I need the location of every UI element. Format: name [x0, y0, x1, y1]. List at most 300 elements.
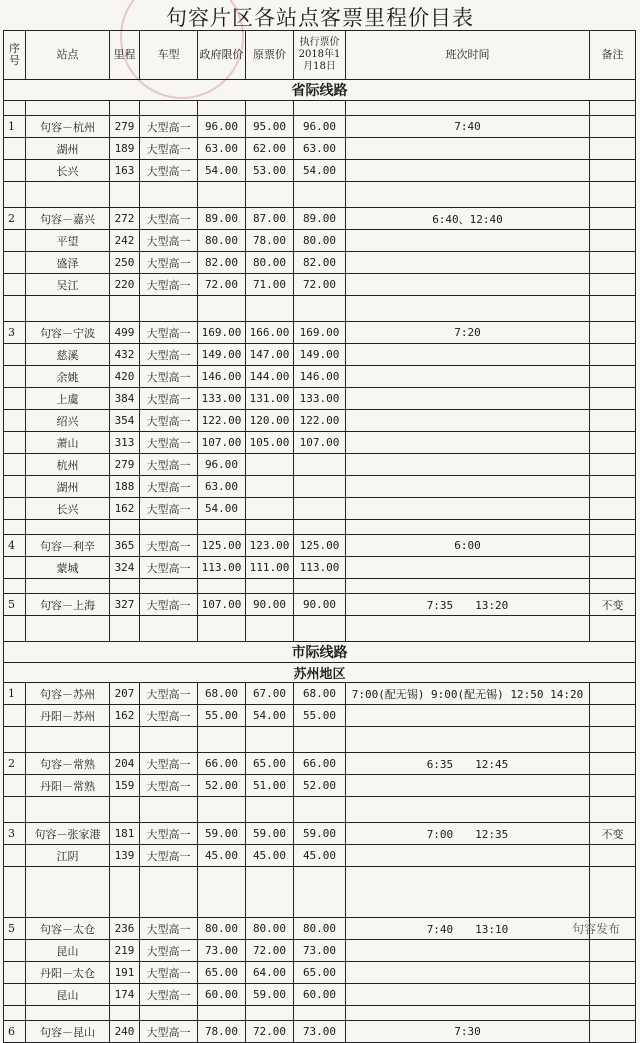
spacer-cell	[346, 797, 590, 823]
spacer-row	[4, 182, 636, 208]
distance-cell: 188	[110, 476, 140, 498]
vehicle-cell: 大型高一	[140, 1021, 198, 1043]
seq-cell	[4, 410, 26, 432]
spacer-cell	[346, 1006, 590, 1021]
schedule-cell	[346, 138, 590, 160]
gov-price-cell: 60.00	[198, 984, 246, 1006]
remark-cell	[590, 230, 636, 252]
table-row	[4, 160, 636, 182]
seq-cell	[4, 845, 26, 867]
orig-price-cell: 166.00	[246, 322, 294, 344]
spacer-cell	[346, 727, 590, 753]
spacer-cell	[294, 616, 346, 642]
gov-price-cell: 133.00	[198, 388, 246, 410]
spacer-cell	[294, 797, 346, 823]
seq-cell: 1	[4, 683, 26, 705]
seq-cell: 6	[4, 1021, 26, 1043]
exec-price-cell: 63.00	[294, 138, 346, 160]
orig-price-cell: 64.00	[246, 962, 294, 984]
spacer-cell	[246, 296, 294, 322]
spacer-cell	[110, 520, 140, 535]
table-row	[4, 322, 636, 344]
gov-price-cell: 52.00	[198, 775, 246, 797]
orig-price-cell: 80.00	[246, 252, 294, 274]
distance-cell: 240	[110, 1021, 140, 1043]
spacer-cell	[140, 579, 198, 594]
spacer-row	[4, 296, 636, 322]
spacer-cell	[198, 296, 246, 322]
distance-cell: 313	[110, 432, 140, 454]
table-row	[4, 845, 636, 867]
station-cell: 句容－苏州	[26, 683, 110, 705]
gov-price-cell: 66.00	[198, 753, 246, 775]
spacer-row	[4, 867, 636, 918]
seq-cell	[4, 432, 26, 454]
spacer-cell	[198, 797, 246, 823]
table-row	[4, 252, 636, 274]
table-row	[4, 498, 636, 520]
vehicle-cell: 大型高一	[140, 454, 198, 476]
gov-price-cell: 82.00	[198, 252, 246, 274]
spacer-cell	[26, 1006, 110, 1021]
remark-cell	[590, 845, 636, 867]
spacer-cell	[4, 579, 26, 594]
station-cell: 句容－昆山	[26, 1021, 110, 1043]
exec-price-cell: 80.00	[294, 230, 346, 252]
table-row	[4, 775, 636, 797]
orig-price-cell: 71.00	[246, 274, 294, 296]
table-row	[4, 410, 636, 432]
exec-price-cell: 90.00	[294, 594, 346, 616]
gov-price-cell: 122.00	[198, 410, 246, 432]
schedule-cell	[346, 160, 590, 182]
header-distance: 里程	[110, 31, 140, 80]
remark-cell	[590, 366, 636, 388]
gov-price-cell: 89.00	[198, 208, 246, 230]
remark-cell: 不变	[590, 594, 636, 616]
table-row	[4, 208, 636, 230]
seq-cell: 2	[4, 208, 26, 230]
spacer-cell	[346, 520, 590, 535]
exec-price-cell: 80.00	[294, 918, 346, 940]
seq-cell: 2	[4, 753, 26, 775]
seq-cell: 3	[4, 322, 26, 344]
schedule-cell	[346, 432, 590, 454]
vehicle-cell: 大型高一	[140, 984, 198, 1006]
remark-cell	[590, 432, 636, 454]
exec-price-cell: 89.00	[294, 208, 346, 230]
schedule-cell: 7:40	[346, 116, 590, 138]
spacer-row	[4, 1006, 636, 1021]
orig-price-cell: 111.00	[246, 557, 294, 579]
seq-cell	[4, 476, 26, 498]
remark-cell	[590, 252, 636, 274]
spacer-cell	[246, 1006, 294, 1021]
schedule-cell	[346, 410, 590, 432]
seq-cell: 4	[4, 535, 26, 557]
seq-cell	[4, 705, 26, 727]
spacer-cell	[246, 867, 294, 918]
orig-price-cell: 90.00	[246, 594, 294, 616]
orig-price-cell: 147.00	[246, 344, 294, 366]
distance-cell: 279	[110, 454, 140, 476]
spacer-row	[4, 579, 636, 594]
seq-cell	[4, 274, 26, 296]
schedule-cell	[346, 705, 590, 727]
spacer-cell	[26, 727, 110, 753]
remark-cell	[590, 208, 636, 230]
seq-cell	[4, 557, 26, 579]
schedule-cell	[346, 454, 590, 476]
orig-price-cell: 80.00	[246, 918, 294, 940]
station-cell: 丹阳－常熟	[26, 775, 110, 797]
orig-price-cell: 54.00	[246, 705, 294, 727]
orig-price-cell: 59.00	[246, 823, 294, 845]
station-cell: 慈溪	[26, 344, 110, 366]
spacer-cell	[198, 520, 246, 535]
orig-price-cell	[246, 498, 294, 520]
spacer-cell	[140, 182, 198, 208]
vehicle-cell: 大型高一	[140, 410, 198, 432]
gov-price-cell: 96.00	[198, 116, 246, 138]
orig-price-cell	[246, 454, 294, 476]
distance-cell: 242	[110, 230, 140, 252]
exec-price-cell: 73.00	[294, 1021, 346, 1043]
spacer-cell	[590, 1006, 636, 1021]
spacer-cell	[590, 616, 636, 642]
schedule-cell	[346, 984, 590, 1006]
table-row	[4, 940, 636, 962]
remark-cell	[590, 476, 636, 498]
remark-cell	[590, 138, 636, 160]
exec-price-cell: 133.00	[294, 388, 346, 410]
gov-price-cell: 68.00	[198, 683, 246, 705]
fare-table	[3, 30, 636, 1043]
distance-cell: 174	[110, 984, 140, 1006]
orig-price-cell: 51.00	[246, 775, 294, 797]
distance-cell: 272	[110, 208, 140, 230]
distance-cell: 189	[110, 138, 140, 160]
header-vehicle: 车型	[140, 31, 198, 80]
spacer-cell	[590, 182, 636, 208]
spacer-cell	[4, 616, 26, 642]
orig-price-cell: 53.00	[246, 160, 294, 182]
schedule-cell	[346, 940, 590, 962]
spacer-cell	[110, 182, 140, 208]
seq-cell	[4, 388, 26, 410]
spacer-cell	[4, 1006, 26, 1021]
section-intercity-row	[4, 642, 636, 663]
spacer-cell	[110, 101, 140, 116]
gov-price-cell: 96.00	[198, 454, 246, 476]
remark-cell	[590, 775, 636, 797]
spacer-row	[4, 797, 636, 823]
spacer-cell	[140, 867, 198, 918]
header-row	[4, 31, 636, 80]
exec-price-cell: 149.00	[294, 344, 346, 366]
spacer-cell	[294, 101, 346, 116]
header-gov-price: 政府限价	[198, 31, 246, 80]
orig-price-cell: 78.00	[246, 230, 294, 252]
station-cell: 句容－宁波	[26, 322, 110, 344]
station-cell: 昆山	[26, 984, 110, 1006]
spacer-cell	[294, 867, 346, 918]
vehicle-cell: 大型高一	[140, 498, 198, 520]
exec-price-cell: 59.00	[294, 823, 346, 845]
schedule-cell: 7:00 12:35	[346, 823, 590, 845]
table-row	[4, 984, 636, 1006]
orig-price-cell: 131.00	[246, 388, 294, 410]
spacer-cell	[110, 616, 140, 642]
vehicle-cell: 大型高一	[140, 274, 198, 296]
exec-price-cell: 72.00	[294, 274, 346, 296]
gov-price-cell: 78.00	[198, 1021, 246, 1043]
gov-price-cell: 73.00	[198, 940, 246, 962]
gov-price-cell: 113.00	[198, 557, 246, 579]
station-cell: 江阴	[26, 845, 110, 867]
spacer-cell	[590, 520, 636, 535]
vehicle-cell: 大型高一	[140, 230, 198, 252]
schedule-cell	[346, 388, 590, 410]
exec-price-cell: 73.00	[294, 940, 346, 962]
table-row	[4, 962, 636, 984]
distance-cell: 204	[110, 753, 140, 775]
distance-cell: 219	[110, 940, 140, 962]
seq-cell	[4, 366, 26, 388]
table-body	[4, 80, 636, 1043]
spacer-cell	[346, 296, 590, 322]
table-row	[4, 823, 636, 845]
vehicle-cell: 大型高一	[140, 535, 198, 557]
schedule-cell	[346, 476, 590, 498]
spacer-cell	[4, 296, 26, 322]
schedule-cell: 7:20	[346, 322, 590, 344]
seq-cell	[4, 230, 26, 252]
remark-cell	[590, 498, 636, 520]
orig-price-cell: 120.00	[246, 410, 294, 432]
distance-cell: 162	[110, 705, 140, 727]
spacer-cell	[140, 797, 198, 823]
gov-price-cell: 63.00	[198, 476, 246, 498]
orig-price-cell: 45.00	[246, 845, 294, 867]
spacer-cell	[26, 867, 110, 918]
table-row	[4, 1021, 636, 1043]
spacer-cell	[110, 797, 140, 823]
spacer-cell	[246, 727, 294, 753]
spacer-cell	[140, 616, 198, 642]
vehicle-cell: 大型高一	[140, 918, 198, 940]
distance-cell: 384	[110, 388, 140, 410]
seq-cell	[4, 775, 26, 797]
station-cell: 湖州	[26, 476, 110, 498]
exec-price-cell: 107.00	[294, 432, 346, 454]
vehicle-cell: 大型高一	[140, 138, 198, 160]
vehicle-cell: 大型高一	[140, 823, 198, 845]
spacer-cell	[110, 1006, 140, 1021]
spacer-cell	[198, 1006, 246, 1021]
table-row	[4, 918, 636, 940]
exec-price-cell: 66.00	[294, 753, 346, 775]
orig-price-cell: 144.00	[246, 366, 294, 388]
exec-price-cell: 113.00	[294, 557, 346, 579]
seq-cell: 5	[4, 594, 26, 616]
spacer-cell	[294, 579, 346, 594]
table-row	[4, 705, 636, 727]
distance-cell: 181	[110, 823, 140, 845]
table-row	[4, 476, 636, 498]
table-row	[4, 594, 636, 616]
station-cell: 句容－常熟	[26, 753, 110, 775]
gov-price-cell: 80.00	[198, 918, 246, 940]
gov-price-cell: 63.00	[198, 138, 246, 160]
spacer-row	[4, 727, 636, 753]
spacer-cell	[4, 182, 26, 208]
exec-price-cell: 125.00	[294, 535, 346, 557]
spacer-cell	[4, 101, 26, 116]
remark-cell	[590, 322, 636, 344]
gov-price-cell: 59.00	[198, 823, 246, 845]
remark-cell	[590, 753, 636, 775]
distance-cell: 499	[110, 322, 140, 344]
gov-price-cell: 45.00	[198, 845, 246, 867]
station-cell: 句容－张家港	[26, 823, 110, 845]
table-row	[4, 274, 636, 296]
schedule-cell	[346, 344, 590, 366]
table-row	[4, 366, 636, 388]
spacer-row	[4, 520, 636, 535]
orig-price-cell: 123.00	[246, 535, 294, 557]
exec-price-cell	[294, 454, 346, 476]
schedule-cell: 6:00	[346, 535, 590, 557]
station-cell: 昆山	[26, 940, 110, 962]
vehicle-cell: 大型高一	[140, 344, 198, 366]
exec-price-cell	[294, 498, 346, 520]
station-cell: 盛泽	[26, 252, 110, 274]
remark-cell: 不变	[590, 823, 636, 845]
station-cell: 余姚	[26, 366, 110, 388]
gov-price-cell: 80.00	[198, 230, 246, 252]
gov-price-cell: 125.00	[198, 535, 246, 557]
gov-price-cell: 55.00	[198, 705, 246, 727]
orig-price-cell: 105.00	[246, 432, 294, 454]
spacer-cell	[110, 296, 140, 322]
spacer-cell	[4, 867, 26, 918]
remark-cell	[590, 274, 636, 296]
gov-price-cell: 72.00	[198, 274, 246, 296]
orig-price-cell: 95.00	[246, 116, 294, 138]
spacer-cell	[198, 182, 246, 208]
distance-cell: 163	[110, 160, 140, 182]
header-station: 站点	[26, 31, 110, 80]
seq-cell: 1	[4, 116, 26, 138]
remark-cell	[590, 705, 636, 727]
gov-price-cell: 65.00	[198, 962, 246, 984]
table-row	[4, 230, 636, 252]
spacer-cell	[4, 727, 26, 753]
vehicle-cell: 大型高一	[140, 476, 198, 498]
spacer-cell	[140, 727, 198, 753]
seq-cell	[4, 940, 26, 962]
orig-price-cell	[246, 476, 294, 498]
spacer-cell	[346, 101, 590, 116]
schedule-cell	[346, 498, 590, 520]
spacer-cell	[140, 101, 198, 116]
vehicle-cell: 大型高一	[140, 753, 198, 775]
remark-cell	[590, 535, 636, 557]
vehicle-cell: 大型高一	[140, 208, 198, 230]
exec-price-cell: 45.00	[294, 845, 346, 867]
seq-cell	[4, 498, 26, 520]
seq-cell: 5	[4, 918, 26, 940]
seq-cell	[4, 962, 26, 984]
spacer-cell	[590, 101, 636, 116]
remark-cell	[590, 962, 636, 984]
schedule-cell	[346, 962, 590, 984]
exec-price-cell: 122.00	[294, 410, 346, 432]
vehicle-cell: 大型高一	[140, 775, 198, 797]
vehicle-cell: 大型高一	[140, 388, 198, 410]
distance-cell: 420	[110, 366, 140, 388]
spacer-cell	[346, 182, 590, 208]
spacer-cell	[198, 616, 246, 642]
spacer-cell	[590, 296, 636, 322]
vehicle-cell: 大型高一	[140, 705, 198, 727]
spacer-cell	[26, 616, 110, 642]
vehicle-cell: 大型高一	[140, 432, 198, 454]
distance-cell: 279	[110, 116, 140, 138]
spacer-cell	[294, 727, 346, 753]
schedule-cell	[346, 252, 590, 274]
seq-cell	[4, 984, 26, 1006]
distance-cell: 191	[110, 962, 140, 984]
station-cell: 湖州	[26, 138, 110, 160]
spacer-cell	[246, 579, 294, 594]
station-cell: 丹阳－苏州	[26, 705, 110, 727]
spacer-cell	[294, 1006, 346, 1021]
table-row	[4, 116, 636, 138]
remark-cell	[590, 410, 636, 432]
spacer-cell	[346, 616, 590, 642]
table-row	[4, 388, 636, 410]
spacer-cell	[26, 520, 110, 535]
table-row	[4, 138, 636, 160]
exec-price-cell: 54.00	[294, 160, 346, 182]
header-remark: 备注	[590, 31, 636, 80]
station-cell: 句容－杭州	[26, 116, 110, 138]
seq-cell	[4, 138, 26, 160]
spacer-cell	[26, 296, 110, 322]
exec-price-cell: 169.00	[294, 322, 346, 344]
spacer-cell	[26, 797, 110, 823]
vehicle-cell: 大型高一	[140, 594, 198, 616]
orig-price-cell: 65.00	[246, 753, 294, 775]
header-orig-price: 原票价	[246, 31, 294, 80]
spacer-cell	[110, 727, 140, 753]
schedule-cell: 7:35 13:20	[346, 594, 590, 616]
watermark: 句容发布	[571, 922, 620, 936]
remark-cell	[590, 1021, 636, 1043]
remark-cell	[590, 454, 636, 476]
remark-cell	[590, 344, 636, 366]
distance-cell: 432	[110, 344, 140, 366]
schedule-cell: 6:40、12:40	[346, 208, 590, 230]
header-seq: 序号	[4, 31, 26, 80]
region-suzhou-row	[4, 663, 636, 683]
orig-price-cell: 72.00	[246, 1021, 294, 1043]
station-cell: 绍兴	[26, 410, 110, 432]
vehicle-cell: 大型高一	[140, 683, 198, 705]
gov-price-cell: 169.00	[198, 322, 246, 344]
